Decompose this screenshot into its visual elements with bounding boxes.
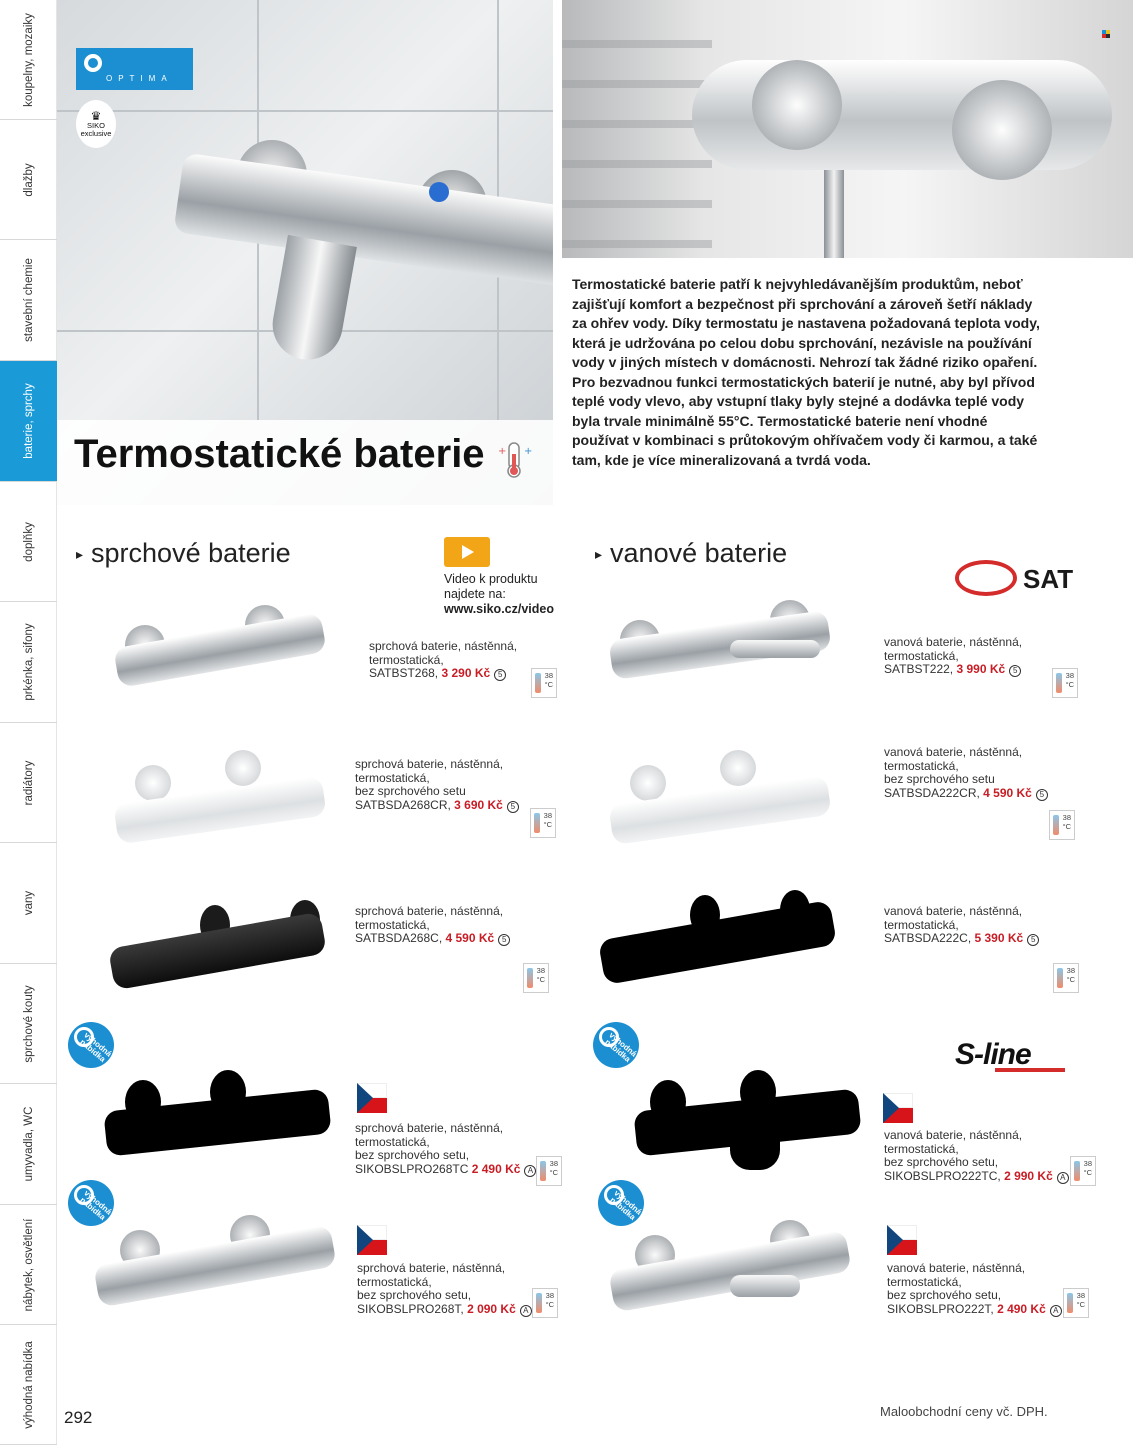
temperature-38c-icon: 38 °C — [1053, 963, 1079, 993]
svg-text:+: + — [524, 446, 533, 457]
section-heading-bath: ▸ vanové baterie — [595, 538, 788, 568]
temperature-38c-icon: 38 °C — [523, 963, 549, 993]
side-tab-koupelny[interactable]: koupelny, mozaiky — [0, 0, 57, 120]
crown-icon: ♛ — [90, 109, 102, 123]
product-image-satbsda268c — [105, 895, 325, 1005]
side-tab-vany[interactable]: vany — [0, 843, 57, 964]
product-image-satbsda222cr — [600, 745, 840, 855]
section-heading-shower: ▸ sprchové baterie — [76, 538, 291, 568]
product-image-sikobslpro268tc — [100, 1070, 330, 1180]
product-image-sikobslpro222t — [610, 1220, 850, 1330]
temperature-38c-icon: 38 °C — [1049, 810, 1075, 840]
czech-flag-icon — [887, 1225, 917, 1255]
product-satbsda268cr: sprchová baterie, nástěnná, termostatická, bez sprchového setu SATBSDA268CR, 3 690 Kč 5 — [355, 758, 519, 813]
side-navigation — [0, 0, 57, 1445]
side-tab-vyhodna-nabidka[interactable]: výhodná nabídka — [0, 1325, 57, 1445]
vyhodna-nabidka-badge: výhodná nabídka — [68, 1022, 114, 1068]
product-satbsda222cr: vanová baterie, nástěnná, termostatická, bez sprchového setu SATBSDA222CR, 4 590 Kč 5 — [884, 746, 1048, 801]
side-tab-baterie-sprchy[interactable]: baterie, sprchy — [0, 361, 57, 482]
hero-photo-shower-faucet — [562, 0, 1133, 258]
product-image-satbsda222c — [595, 890, 835, 1000]
product-satbst268: sprchová baterie, nástěnná, termostatická, SATBST268, 3 290 Kč 5 — [369, 639, 518, 680]
page-title: Termostatické baterie — [74, 432, 485, 476]
side-tab-doplnky[interactable]: doplňky — [0, 482, 57, 602]
page-number: 292 — [64, 1408, 93, 1427]
print-mark-icon — [1102, 30, 1110, 38]
temperature-38c-icon: 38 °C — [1063, 1288, 1089, 1318]
side-tab-dlazby[interactable]: dlažby — [0, 120, 57, 240]
temperature-38c-icon: 38 °C — [536, 1156, 562, 1186]
czech-flag-icon — [357, 1225, 387, 1255]
side-tab-stavebni-chemie[interactable]: stavební chemie — [0, 240, 57, 361]
video-link[interactable]: www.siko.cz/video — [444, 602, 554, 616]
product-image-satbsda268cr — [105, 745, 325, 855]
product-satbst222: vanová baterie, nástěnná, termostatická, SATBST222, 3 990 Kč 5 — [884, 635, 1023, 676]
optima-logo: OPTIMA — [76, 48, 193, 90]
faucet-illustration — [117, 120, 537, 380]
temperature-38c-icon: 38 °C — [530, 808, 556, 838]
price-note: Maloobchodní ceny vč. DPH. — [880, 1404, 1048, 1419]
temperature-38c-icon: 38 °C — [1052, 668, 1078, 698]
product-satbsda268c: sprchová baterie, nástěnná, termostatická, SATBSDA268C, 4 590 Kč 5 — [355, 905, 510, 946]
svg-text:+: + — [498, 446, 507, 457]
side-tab-nabytek[interactable]: nábytek, osvětlení — [0, 1205, 57, 1325]
vyhodna-nabidka-badge: výhodná nabídka — [593, 1022, 639, 1068]
intro-paragraph: Termostatické baterie patří k nejvyhledávanějším produktům, neboť zajišťují komfort a bezpečnost při sprchování a zároveň šetří náklady za ohřev vody. Díky termostatu je nastavena požadovaná teplota vody, která je udržována po celou dobu sprchování, nezávisle na používání vody v jiných místech v domácnosti. Nehrozí tak žádné riziko opaření. Pro bezvadnou funkci termostatických baterií je nutné, aby byl přívod teplé vody vlevo, aby vstupní tlaky byly stejné a dodávka teplé vody byla trvale minimálně 55°C. Termostatické baterie není vhodné používat v kombinaci s průtokovým ohřívačem vody či karmou, a také tam, kde je více mineralizovaná a tvrdá voda. — [572, 276, 1040, 468]
product-sikobslpro222t: vanová baterie, nástěnná, termostatická, bez sprchového setu, SIKOBSLPRO222T, 2 490 Kč A — [887, 1262, 1062, 1317]
product-image-sikobslpro268t — [95, 1215, 335, 1325]
siko-exclusive-badge: ♛ SIKO exclusive — [76, 100, 116, 148]
product-sikobslpro222tc: vanová baterie, nástěnná, termostatická, bez sprchového setu, SIKOBSLPRO222TC, 2 990 Kč A — [884, 1129, 1069, 1184]
sline-logo: S-line — [955, 1038, 1065, 1072]
temperature-38c-icon: 38 °C — [1070, 1156, 1096, 1186]
product-sikobslpro268tc: sprchová baterie, nástěnná, termostatická, bez sprchového setu, SIKOBSLPRO268TC 2 490 Kč A — [355, 1122, 536, 1177]
sat-logo: SAT — [955, 560, 1080, 596]
side-tab-prkenka-sifony[interactable]: prkénka, sifony — [0, 602, 57, 723]
product-satbsda222c: vanová baterie, nástěnná, termostatická, SATBSDA222C, 5 390 Kč 5 — [884, 905, 1039, 946]
triangle-icon: ▸ — [595, 546, 603, 563]
triangle-icon: ▸ — [76, 546, 84, 563]
thermostat-icon — [495, 440, 535, 480]
vyhodna-nabidka-badge: výhodná nabídka — [68, 1180, 114, 1226]
video-play-icon[interactable] — [444, 537, 490, 567]
temperature-38c-icon: 38 °C — [531, 668, 557, 698]
video-info: Video k produktu najdete na: www.siko.cz/video — [444, 572, 554, 616]
side-tab-radiatory[interactable]: radiátory — [0, 723, 57, 843]
temperature-38c-icon: 38 °C — [532, 1288, 558, 1318]
product-image-sikobslpro222tc — [630, 1070, 860, 1180]
side-tab-sprchove-kouty[interactable]: sprchové kouty — [0, 964, 57, 1084]
czech-flag-icon — [883, 1093, 913, 1123]
side-tab-umyvadla-wc[interactable]: umyvadla, WC — [0, 1084, 57, 1205]
product-sikobslpro268t: sprchová baterie, nástěnná, termostatická, bez sprchového setu, SIKOBSLPRO268T, 2 090 Kč A — [357, 1262, 532, 1317]
czech-flag-icon — [357, 1083, 387, 1113]
product-image-satbst222 — [600, 600, 840, 710]
vyhodna-nabidka-badge: výhodná nabídka — [598, 1180, 644, 1226]
product-image-satbst268 — [105, 605, 325, 715]
